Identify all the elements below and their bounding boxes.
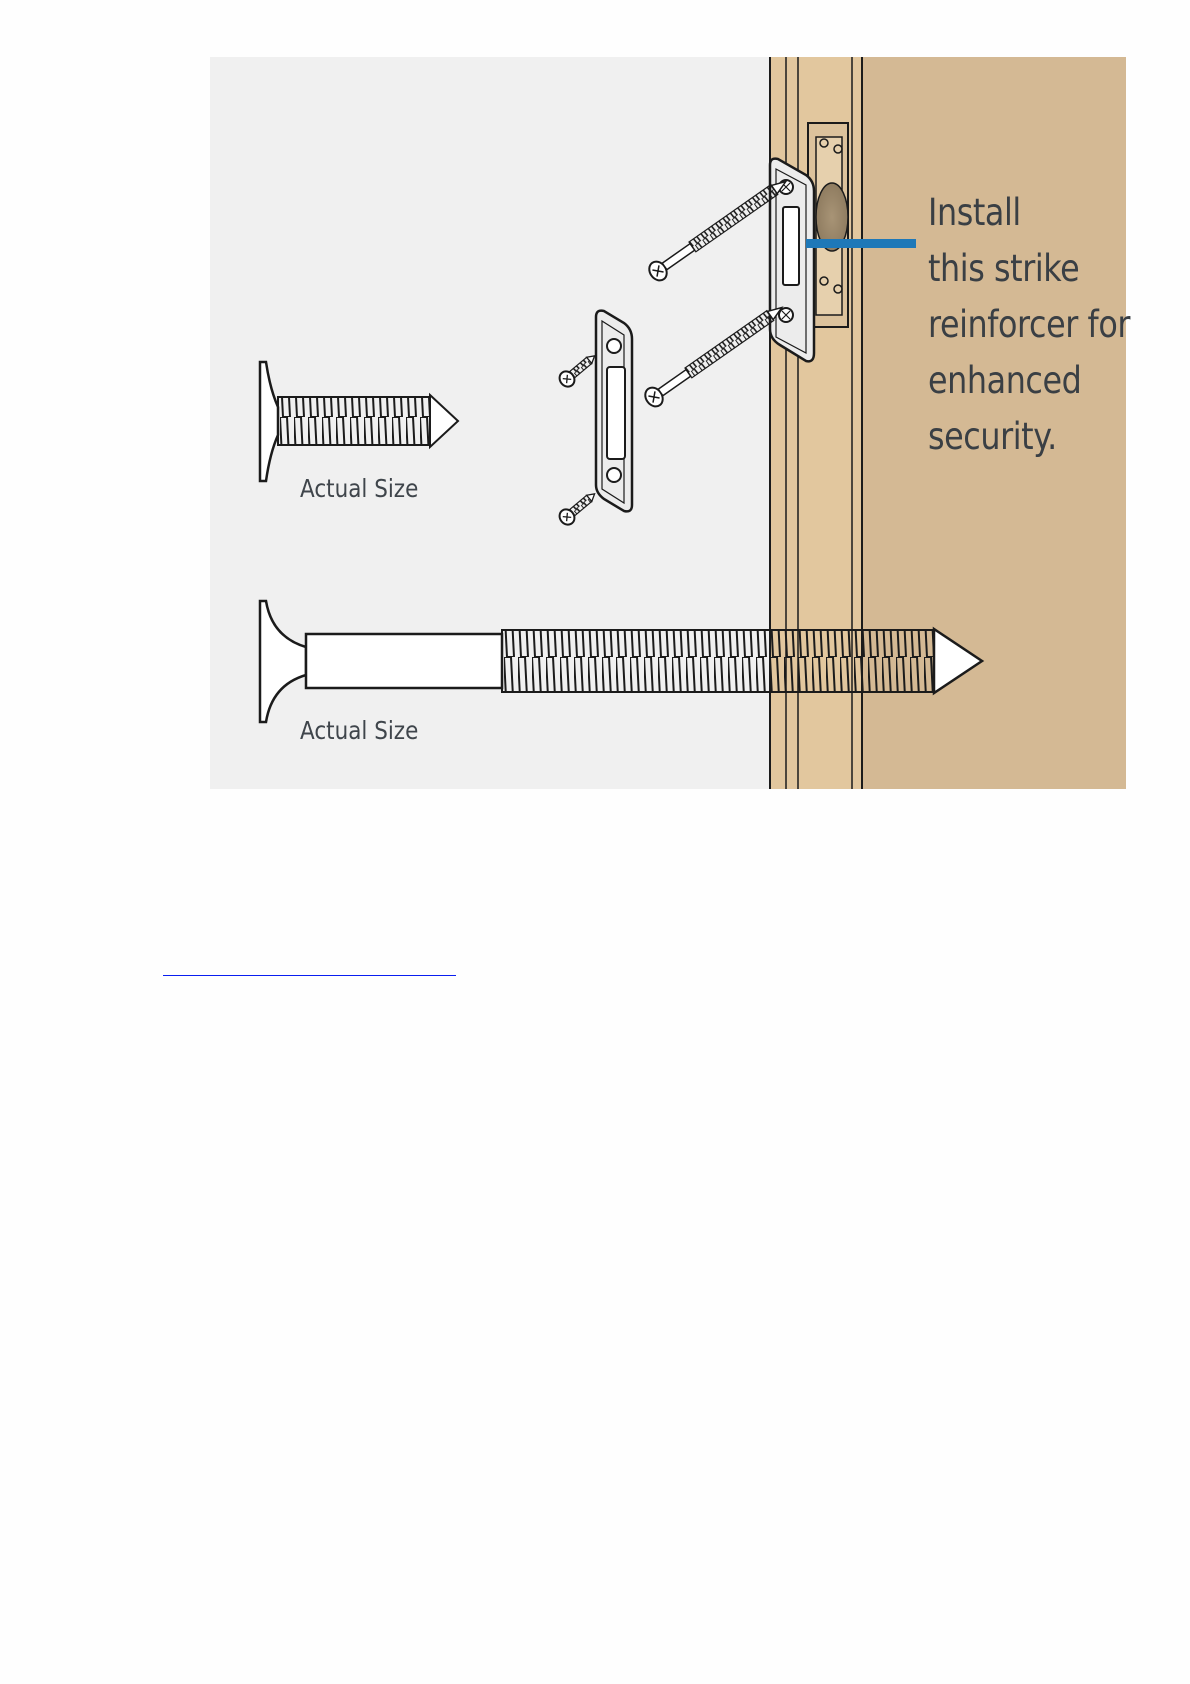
callout-text xyxy=(928,185,1130,465)
short-screw-size-label: Actual Size xyxy=(300,474,419,503)
callout-line-1: Install xyxy=(928,191,1021,234)
callout-line-3: reinforcer for xyxy=(928,303,1131,346)
document-link[interactable] xyxy=(163,961,456,976)
installation-figure xyxy=(210,57,1131,789)
callout-line-5: security. xyxy=(928,415,1057,458)
long-screw-size-label: Actual Size xyxy=(300,716,419,745)
small-strike-plate xyxy=(596,311,632,512)
callout-line xyxy=(806,239,916,248)
callout-line-4: enhanced xyxy=(928,359,1082,402)
callout-line-2: this strike xyxy=(928,247,1080,290)
